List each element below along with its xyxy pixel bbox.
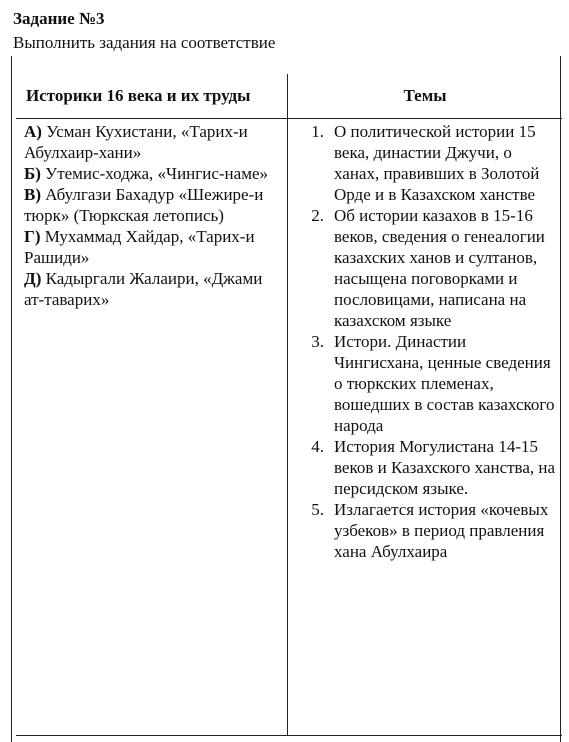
frame-left-border	[11, 56, 12, 742]
topic-item	[296, 436, 558, 499]
topic-number: 3.	[311, 332, 324, 351]
header-topics	[288, 74, 562, 118]
historian-letter: А)	[24, 122, 42, 141]
task-title: Задание №3	[13, 9, 105, 28]
header-historians	[26, 74, 281, 118]
historian-letter: Б)	[24, 164, 41, 183]
topic-text: Истори. Династии Чингисхана, ценные сведения о тюркских племенах, вошедших в состав казахского народа	[334, 332, 555, 435]
topic-number: 4.	[311, 437, 324, 456]
topic-item	[296, 121, 558, 205]
header-historians-label: Историки 16 века и их труды	[26, 86, 251, 105]
topics-list	[296, 121, 558, 562]
header-divider	[16, 118, 562, 119]
historian-entry	[24, 184, 286, 226]
historian-letter: Г)	[24, 227, 41, 246]
topic-text: История Могулистана 14-15 веков и Казахского ханства, на персидском языке.	[334, 437, 556, 498]
historian-entry	[24, 226, 286, 268]
task-instruction: Выполнить задания на соответствие	[13, 33, 276, 52]
historian-text: Абулгази Бахадур «Шежире-и тюрк» (Тюркская летопись)	[24, 185, 264, 225]
historian-letter: Д)	[24, 269, 42, 288]
historian-entry	[24, 268, 286, 310]
historian-entry	[24, 121, 286, 163]
matching-table	[16, 74, 562, 736]
topic-item	[296, 499, 558, 562]
historian-text: Усман Кухистани, «Тарих-и Абулхаир-хани»	[24, 122, 248, 162]
historians-list	[24, 121, 286, 310]
historian-letter: В)	[24, 185, 41, 204]
topic-text: Излагается история «кочевых узбеков» в период правления хана Абулхаира	[334, 500, 549, 561]
historian-text: Мухаммад Хайдар, «Тарих-и Рашиди»	[24, 227, 255, 267]
topic-item	[296, 205, 558, 331]
historian-text: Кадыргали Жалаири, «Джами ат-таварих»	[24, 269, 263, 309]
topic-item	[296, 331, 558, 436]
topic-text: Об истории казахов в 15-16 веков, сведения о генеалогии казахских ханов и султанов, насыщена поговорками и пословицами, написана на казахском языке	[334, 206, 545, 330]
historian-text: Утемис-ходжа, «Чингис-наме»	[45, 164, 268, 183]
topic-number: 1.	[311, 122, 324, 141]
column-divider	[287, 74, 288, 736]
historian-entry	[24, 163, 286, 184]
table-bottom-border	[16, 735, 562, 736]
header-topics-label: Темы	[403, 86, 447, 105]
topic-text: О политической истории 15 века, династии Джучи, о ханах, правивших в Золотой Орде и в Казахском ханстве	[334, 122, 540, 204]
topic-number: 5.	[311, 500, 324, 519]
topic-number: 2.	[311, 206, 324, 225]
